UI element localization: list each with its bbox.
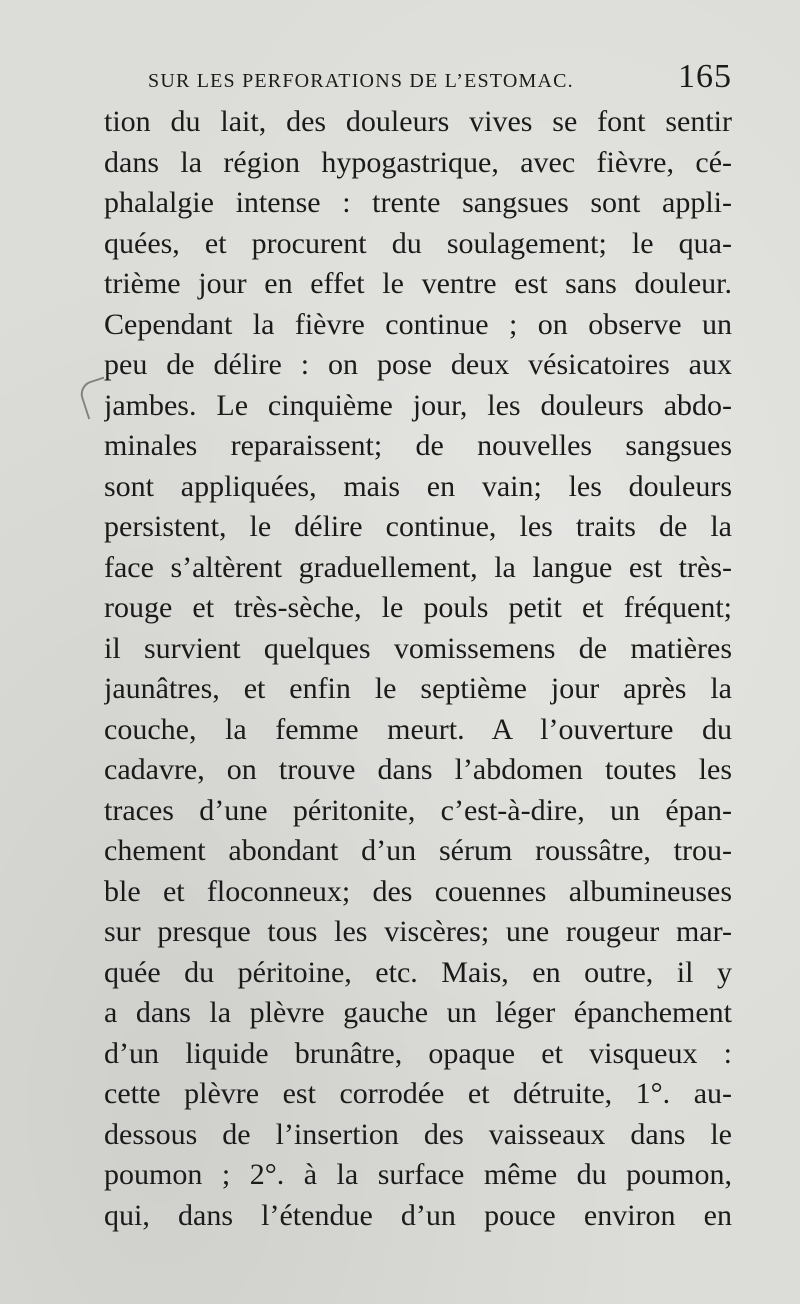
text-line: face s’altèrent graduellement, la langue est très-	[104, 550, 732, 584]
text-line: rouge et très-sèche, le pouls petit et fréquent;	[104, 591, 732, 624]
page-number: 165	[678, 58, 732, 95]
text-line: peu de délire : on pose deux vésicatoires aux	[104, 348, 732, 381]
text-line: jaunâtres, et enfin le septième jour après la	[104, 672, 732, 705]
text-line: Cependant la fièvre continue ; on observe un	[104, 307, 732, 341]
running-title: SUR LES PERFORATIONS DE L’ESTOMAC.	[148, 70, 574, 92]
text-line: trième jour en effet le ventre est sans douleur.	[104, 267, 732, 300]
running-head	[148, 58, 738, 98]
text-line: phalalgie intense : trente sangsues sont appli-	[104, 186, 732, 219]
text-line: d’un liquide brunâtre, opaque et visqueux :	[104, 1036, 732, 1070]
text-line: cette plèvre est corrodée et détruite, 1°. au-	[104, 1077, 732, 1110]
text-line: qui, dans l’étendue d’un pouce environ en	[104, 1198, 732, 1232]
text-line: dessous de l’insertion des vaisseaux dans le	[104, 1117, 732, 1151]
text-line: tion du lait, des douleurs vives se font sentir	[104, 105, 732, 138]
text-line: il survient quelques vomissemens de matières	[104, 631, 732, 665]
text-line: chement abondant d’un sérum roussâtre, trou-	[104, 834, 732, 867]
text-line: persistent, le délire continue, les traits de la	[104, 510, 732, 543]
text-line: jambes. Le cinquième jour, les douleurs abdo-	[104, 388, 732, 422]
text-line: couche, la femme meurt. A l’ouverture du	[104, 712, 732, 746]
text-line: poumon ; 2°. à la surface même du poumon,	[104, 1158, 732, 1191]
text-line: cadavre, on trouve dans l’abdomen toutes les	[104, 753, 732, 786]
text-line: quée du péritoine, etc. Mais, en outre, il y	[104, 955, 732, 989]
body-text	[104, 102, 732, 1236]
text-line: sont appliquées, mais en vain; les douleurs	[104, 469, 732, 503]
text-line: traces d’une péritonite, c’est-à-dire, un épan-	[104, 793, 732, 827]
text-line: dans la région hypogastrique, avec fièvre, cé-	[104, 145, 732, 179]
text-line: sur presque tous les viscères; une rougeur mar-	[104, 915, 732, 948]
text-line: minales reparaissent; de nouvelles sangsues	[104, 429, 732, 462]
text-line: quées, et procurent du soulagement; le qua-	[104, 226, 732, 260]
text-line: ble et floconneux; des couennes albumineuses	[104, 874, 732, 908]
text-line: a dans la plèvre gauche un léger épanchement	[104, 996, 732, 1029]
